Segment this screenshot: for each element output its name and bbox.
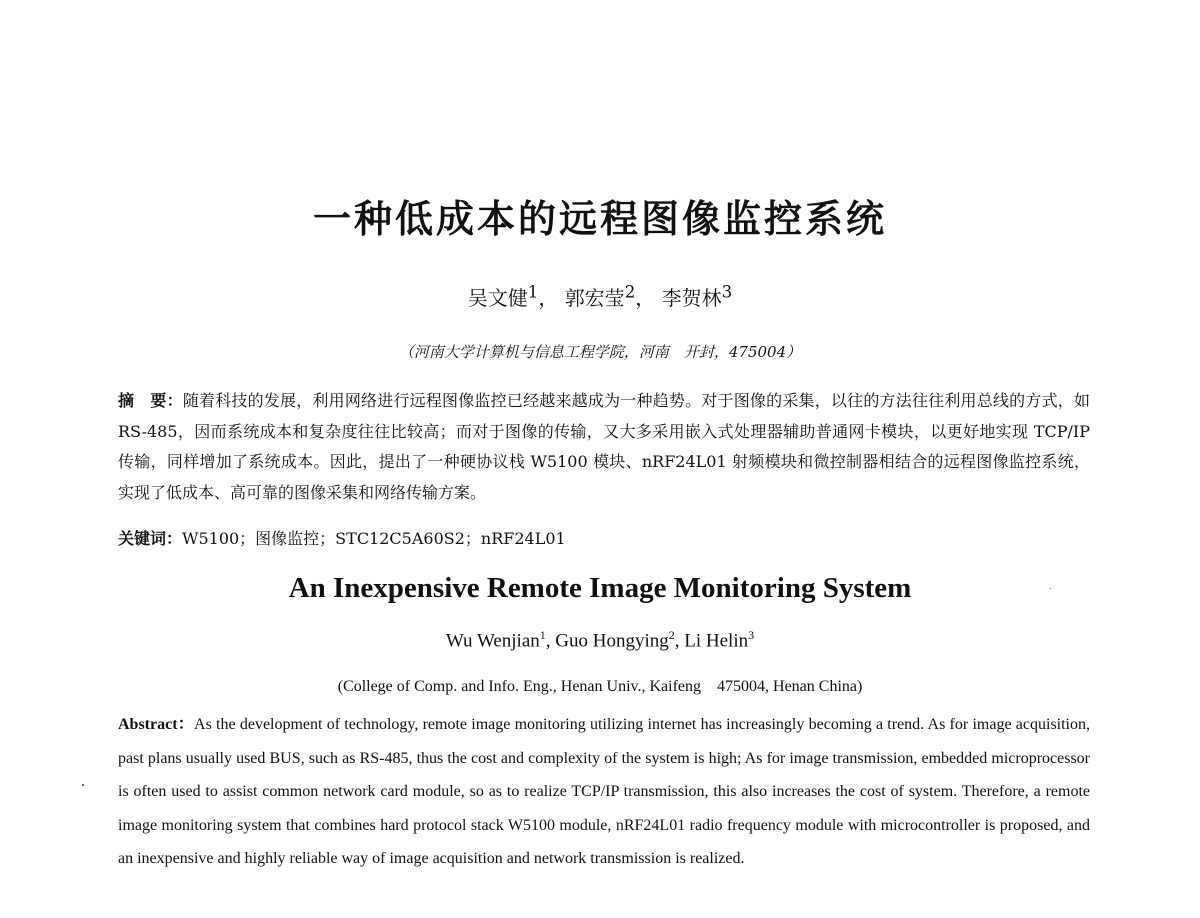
english-author-2-affil-mark: 2 <box>668 628 675 642</box>
english-affiliation: (College of Comp. and Info. Eng., Henan Univ., Kaifeng 475004, Henan China) <box>337 678 863 695</box>
chinese-affiliation: （河南大学计算机与信息工程学院，河南 开封，475004） <box>398 343 802 361</box>
chinese-author-2: 郭宏莹 <box>564 286 625 310</box>
english-abstract-label: Abstract： <box>118 716 195 733</box>
english-abstract <box>118 708 1090 876</box>
english-authors: Wu Wenjian$^1$, Guo Hongying$^2$, Li Helin$^3$ <box>445 628 755 652</box>
chinese-author-3-affil-mark: 3 <box>721 282 733 302</box>
chinese-abstract-text: 随着科技的发展，利用网络进行远程图像监控已经越来越成为一种趋势。对于图像的采集，以往的方法往往利用总线的方式，如 RS-485，因而系统成本和复杂度往往比较高；而对于图像的传输，又大多采用嵌入式处理器辅助普通网卡模块，以更好地实现 TCP/IP 传输，同样增加了系统成本。因此，提出了一种硬协议栈 W5100 模块、nRF24L01 射频模块和微控制器相结合的远程图像监控系统，实现了低成本、高可靠的图像采集和网络传输方案。 <box>118 391 1090 502</box>
english-author-1-affil-mark: 1 <box>539 628 546 642</box>
chinese-author-3: 李贺林 <box>661 286 722 310</box>
chinese-author-2-affil-mark: 2 <box>624 282 636 302</box>
english-abstract-text: As the development of technology, remote image monitoring utilizing internet has increasingly becoming a trend. As for image acquisition, past plans usually used BUS, such as RS-485, thus the cost and complexity of the system is high; As for image transmission, embedded microprocessor is often used to assist common network card module, so as to realize TCP/IP transmission, this also increases the cost of system. Therefore, a remote image monitoring system that combines hard protocol stack W5100 module, nRF24L01 radio frequency module with microcontroller is proposed, and an inexpensive and highly reliable way of image acquisition and network transmission is realized. <box>118 716 1091 868</box>
scan-speck <box>82 784 84 786</box>
chinese-authors: 吴文健$^1$， 郭宏莹$^2$， 李贺林$^3$ <box>467 282 733 310</box>
scan-speck <box>1050 588 1051 589</box>
english-author-1: Wu Wenjian <box>445 630 540 652</box>
chinese-author-1: 吴文健 <box>467 286 528 310</box>
chinese-keywords <box>118 526 1090 549</box>
english-author-2: Guo Hongying <box>555 630 669 652</box>
chinese-abstract <box>118 386 1090 508</box>
chinese-keywords-text: W5100；图像监控；STC12C5A60S2；nRF24L01 <box>182 529 566 548</box>
chinese-title: 一种低成本的远程图像监控系统 <box>312 197 887 241</box>
english-title: An Inexpensive Remote Image Monitoring System <box>288 572 912 604</box>
english-author-3-affil-mark: 3 <box>748 628 755 642</box>
chinese-abstract-label: 摘 要： <box>118 391 183 410</box>
english-author-3: Li Helin <box>684 630 749 652</box>
chinese-keywords-label: 关键词： <box>118 529 183 548</box>
chinese-author-1-affil-mark: 1 <box>527 282 539 302</box>
